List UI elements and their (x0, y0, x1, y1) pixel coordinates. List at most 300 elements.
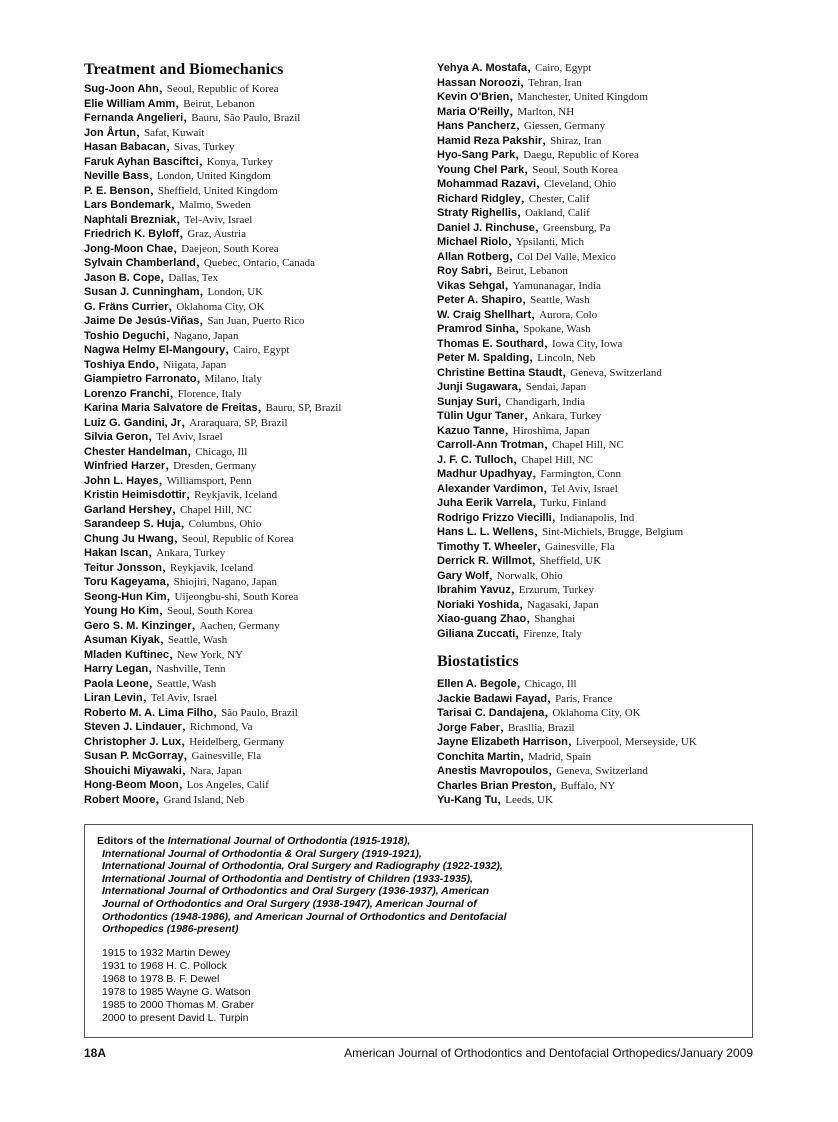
reviewer-entry: Hakan Iscan, Ankara, Turkey (84, 543, 226, 560)
reviewer-entry: Hans L. L. Wellens, Sint-Michiels, Brugge, Belgium (437, 522, 684, 539)
reviewer-entry: Toshio Deguchi, Nagano, Japan (84, 325, 239, 343)
reviewer-name: Mohammad Razavi (437, 178, 537, 190)
reviewer-location: Madrid, Spain (528, 750, 592, 763)
reviewer-location: Florence, Italy (177, 387, 242, 400)
reviewer-location: Chester, Calif (528, 192, 590, 205)
reviewer-entry: Kristin Heimisdottir, Reykjavik, Iceland (84, 485, 278, 502)
reviewer-location: Milano, Italy (204, 373, 262, 385)
reviewer-location: Nashville, Tenn (156, 663, 226, 675)
reviewer-location: Chapel Hill, NC (521, 453, 594, 466)
reviewer-location: Los Angeles, Calif (186, 779, 269, 791)
reviewer-entry: Lars Bondemark, Malmo, Sweden (84, 195, 251, 212)
reviewer-location: Seoul, South Korea (532, 163, 619, 176)
journal-footer: American Journal of Orthodontics and Dentofacial Orthopedics/January 2009 (344, 1046, 753, 1060)
reviewer-location: Uijeongbu-shi, South Korea (174, 590, 299, 603)
reviewer-location: Seattle, Wash (530, 294, 590, 306)
reviewer-name: Ibrahim Yavuz (437, 584, 511, 596)
reviewer-name: J. F. C. Tulloch (437, 453, 514, 466)
reviewer-name: Robert Moore (84, 793, 156, 806)
reviewer-location: Beirut, Lebanon (496, 265, 568, 277)
reviewer-name: Kazuo Tanne (437, 424, 505, 437)
reviewer-entry: Roy Sabri, Beirut, Lebanon (437, 261, 568, 278)
reviewer-entry: Daniel J. Rinchuse, Greensburg, Pa (437, 217, 611, 235)
editors-journal-title-line: Journal of Orthodontics and Oral Surgery (1938-1947), American Journal of (102, 897, 477, 910)
reviewer-name: Hans L. L. Wellens (437, 526, 534, 538)
reviewer-entry: Garland Hershey, Chapel Hill, NC (84, 499, 252, 517)
reviewer-entry: Hans Pancherz, Giessen, Germany (437, 116, 606, 133)
reviewer-entry: Juha Eerik Varrela, Turku, Finland (437, 493, 607, 510)
reviewer-location: Shiraz, Iran (550, 134, 602, 147)
reviewer-entry: Alexander Vardimon, Tel Aviv, Israel (437, 478, 618, 496)
reviewer-location: Brasllia, Brazil (507, 721, 575, 734)
editor-entry: 1978 to 1985 Wayne G. Watson (102, 985, 251, 998)
reviewer-name: Alexander Vardimon (437, 482, 544, 495)
reviewer-name: Daniel J. Rinchuse (437, 221, 535, 234)
reviewer-entry: Pramrod Sinha, Spokane, Wash (437, 319, 591, 336)
reviewer-entry: Maria O'Reilly, Marlton, NH (437, 101, 575, 119)
reviewer-entry: Young Ho Kim, Seoul, South Korea (84, 601, 253, 618)
editors-lead: Editors of the (97, 835, 168, 847)
reviewer-entry: Richard Ridgley, Chester, Calif (437, 188, 590, 206)
reviewer-name: Thomas E. Southard (437, 337, 544, 350)
reviewer-location: Chapel Hill, NC (551, 439, 624, 451)
editors-heading (97, 835, 738, 936)
reviewer-entry: Yu-Kang Tu, Leeds, UK (437, 790, 553, 807)
reviewer-location: Sivas, Turkey (173, 141, 235, 153)
reviewer-name: Junji Sugawara (437, 381, 518, 393)
reviewer-name: Tülin Ugur Taner (437, 410, 525, 422)
editors-journal-titles (97, 848, 738, 936)
reviewer-entry: Chung Ju Hwang, Seoul, Republic of Korea (84, 528, 294, 546)
reviewer-name: Richard Ridgley (437, 192, 521, 205)
reviewer-location: Chicago, Ill (195, 445, 248, 458)
reviewer-entry: Hassan Noroozi, Tehran, Iran (437, 72, 582, 90)
reviewer-list-treatment-continued (437, 60, 767, 640)
editors-journal-title-line: International Journal of Orthodontics and Oral Surgery (1936-1937), American (102, 885, 490, 898)
reviewer-entry: Straty Righellis, Oakland, Calif (437, 203, 590, 220)
reviewer-name: Straty Righellis (437, 207, 518, 219)
reviewer-location: Heidelberg, Germany (189, 735, 285, 748)
reviewer-name: Hyo-Sang Park (437, 149, 516, 161)
reviewer-location: Nagano, Japan (173, 329, 239, 342)
left-column (84, 60, 414, 806)
reviewer-location: Bauru, São Paulo, Brazil (191, 112, 301, 124)
reviewer-name: Elie William Amm (84, 97, 176, 110)
reviewer-name: Hans Pancherz (437, 120, 516, 132)
reviewer-location: Bauru, SP, Brazil (265, 402, 342, 414)
reviewer-location: Erzurum, Turkey (518, 584, 594, 596)
reviewer-name: Karina Maria Salvatore de Freitas (84, 402, 258, 414)
reviewer-entry: Mohammad Razavi, Cleveland, Ohio (437, 174, 617, 191)
reviewer-name: Toru Kageyama (84, 576, 166, 588)
reviewer-entry: Tülin Ugur Taner, Ankara, Turkey (437, 406, 602, 423)
reviewer-location: Daejeon, South Korea (181, 242, 279, 255)
reviewer-name: Noriaki Yoshida (437, 598, 520, 611)
reviewer-location: Graz, Austria (187, 228, 246, 240)
reviewer-location: Tel Aviv, Israel (150, 692, 218, 704)
right-column (437, 60, 767, 807)
reviewer-name: Teitur Jonsson (84, 561, 163, 574)
reviewer-location: London, UK (207, 286, 264, 298)
reviewer-name: Friedrich K. Byloff (84, 228, 180, 240)
reviewer-location: Lincoln, Neb (537, 352, 596, 364)
reviewer-entry: Young Chel Park, Seoul, South Korea (437, 159, 619, 177)
reviewer-location: Niigata, Japan (163, 358, 227, 371)
reviewer-entry: Kevin O'Brien, Manchester, United Kingdom (437, 87, 648, 104)
reviewer-location: Reykjavik, Iceland (170, 561, 254, 574)
reviewer-name: Rodrigo Frizzo Viecilli (437, 511, 552, 524)
reviewer-name: Nagwa Helmy El-Mangoury (84, 344, 226, 356)
reviewer-name: Susan J. Cunningham (84, 286, 200, 298)
reviewer-name: Winfried Harzer (84, 460, 166, 472)
reviewer-location: Giessen, Germany (523, 120, 606, 132)
reviewer-location: Manchester, United Kingdom (517, 91, 648, 103)
reviewer-entry: Hamid Reza Pakshir, Shiraz, Iran (437, 130, 602, 148)
reviewer-name: Hamid Reza Pakshir (437, 134, 543, 147)
reviewer-name: Peter A. Shapiro (437, 294, 523, 306)
reviewer-entry: Sarandeep S. Huja, Columbus, Ohio (84, 514, 262, 531)
reviewer-location: Spokane, Wash (523, 323, 591, 335)
reviewer-name: Vikas Sehgal (437, 279, 505, 292)
reviewer-entry: Peter M. Spalding, Lincoln, Neb (437, 348, 596, 365)
reviewer-location: Safat, Kuwait (143, 126, 205, 139)
reviewer-entry: Hyo-Sang Park, Daegu, Republic of Korea (437, 145, 639, 162)
reviewer-location: Chicago, Ill (524, 678, 577, 690)
reviewer-name: Fernanda Angelieri (84, 112, 184, 124)
reviewer-name: Hong-Beom Moon (84, 779, 179, 791)
reviewer-name: Gary Wolf (437, 569, 489, 582)
reviewer-entry: Robert Moore, Grand Island, Neb (84, 789, 245, 807)
reviewer-name: Tarisai C. Dandajena (437, 707, 545, 719)
reviewer-location: Grand Island, Neb (163, 793, 245, 806)
editor-entry: 1915 to 1932 Martin Dewey (102, 946, 231, 959)
reviewer-name: Lorenzo Franchi (84, 387, 170, 400)
reviewer-location: Richmond, Va (189, 721, 253, 733)
reviewer-entry: Karina Maria Salvatore de Freitas, Bauru, SP, Brazil (84, 398, 342, 415)
reviewer-name: Luiz G. Gandini, Jr (84, 416, 182, 429)
reviewer-location: Oakland, Calif (525, 207, 590, 219)
reviewer-name: Juha Eerik Varrela (437, 497, 533, 509)
reviewer-location: Ankara, Turkey (532, 410, 602, 422)
reviewer-name: Christopher J. Lux (84, 735, 182, 748)
reviewer-name: Pramrod Sinha (437, 323, 516, 335)
reviewer-name: Anestis Mavropoulos (437, 765, 549, 777)
reviewer-location: Greensburg, Pa (542, 221, 611, 234)
reviewer-location: Gainesville, Fla (545, 540, 615, 553)
reviewer-name: Susan P. McGorray (84, 750, 184, 762)
reviewer-location: Malmo, Sweden (178, 199, 251, 211)
reviewer-entry: Anestis Mavropoulos, Geneva, Switzerland (437, 761, 648, 778)
reviewer-name: Giampietro Farronato (84, 373, 197, 385)
reviewer-entry: Michael Riolo, Ypsilanti, Mich (437, 232, 584, 249)
editors-first-title: International Journal of Orthodontia (1915-1918), (167, 835, 411, 847)
reviewer-location: Hiroshima, Japan (512, 424, 590, 437)
reviewer-name: Toshio Deguchi (84, 329, 166, 342)
reviewer-name: Conchita Martin (437, 750, 521, 763)
section-title-treatment: Treatment and Biomechanics (84, 61, 284, 78)
reviewer-location: Tel Aviv, Israel (551, 482, 618, 495)
reviewer-name: Carroll-Ann Trotman (437, 439, 544, 451)
reviewer-location: Gainesville, Fla (191, 750, 262, 762)
reviewer-location: Konya, Turkey (206, 155, 273, 168)
reviewer-name: Jayne Elizabeth Harrison (437, 736, 568, 748)
reviewer-name: Liran Levin (84, 692, 143, 704)
reviewer-location: Sint-Michiels, Brugge, Belgium (542, 526, 684, 538)
reviewer-entry: Toru Kageyama, Shiojiri, Nagano, Japan (84, 572, 277, 589)
reviewer-location: Aachen, Germany (199, 619, 280, 632)
reviewer-entry: Faruk Ayhan Basciftci, Konya, Turkey (84, 151, 273, 169)
reviewer-location: Williamsport, Penn (166, 474, 252, 487)
reviewer-location: Sheffield, UK (539, 555, 602, 567)
reviewer-entry: Teitur Jonsson, Reykjavik, Iceland (84, 557, 254, 575)
reviewer-entry: Gero S. M. Kinzinger, Aachen, Germany (84, 615, 280, 633)
reviewer-location: Turku, Finland (540, 497, 607, 509)
reviewer-entry: Ellen A. Begole, Chicago, Ill (437, 674, 577, 691)
reviewer-entry: Jong-Moon Chae, Daejeon, South Korea (84, 238, 279, 256)
reviewer-location: Liverpool, Merseyside, UK (575, 736, 697, 748)
reviewer-entry: Madhur Upadhyay, Farmington, Conn (437, 464, 622, 481)
reviewer-location: Sheffield, United Kingdom (157, 184, 278, 197)
reviewer-entry: Giliana Zuccati, Firenze, Italy (437, 623, 582, 641)
reviewer-location: Shanghai (534, 613, 576, 625)
reviewer-name: Asuman Kiyak (84, 634, 160, 646)
reviewer-location: Sendai, Japan (525, 381, 587, 393)
reviewer-location: Columbus, Ohio (188, 518, 262, 530)
section-title-biostatistics: Biostatistics (437, 653, 519, 670)
reviewer-entry: Steven J. Lindauer, Richmond, Va (84, 717, 253, 734)
reviewer-entry: Winfried Harzer, Dresden, Germany (84, 456, 257, 473)
reviewer-name: Jackie Badawi Fayad (437, 692, 548, 705)
reviewer-name: Paola Leone (84, 677, 149, 690)
reviewer-name: Roy Sabri (437, 265, 489, 277)
reviewer-name: W. Craig Shellhart (437, 308, 532, 321)
reviewer-name: Jason B. Cope (84, 271, 161, 284)
reviewer-location: Cairo, Egypt (233, 344, 290, 356)
reviewer-location: Seattle, Wash (156, 677, 217, 690)
reviewer-location: Geneva, Switzerland (570, 366, 662, 379)
reviewer-location: Tel Aviv, Israel (156, 431, 223, 443)
reviewer-name: Sunjay Suri (437, 395, 498, 408)
reviewer-name: Jaime De Jesús-Viñas (84, 315, 200, 327)
editor-entry: 2000 to present David L. Turpin (102, 1011, 249, 1024)
reviewer-name: Lars Bondemark (84, 199, 171, 211)
reviewer-location: Daegu, Republic of Korea (523, 149, 639, 161)
reviewer-entry: John L. Hayes, Williamsport, Penn (84, 470, 252, 488)
reviewer-name: Hakan Iscan (84, 547, 149, 559)
reviewer-name: Madhur Upadhyay (437, 468, 533, 480)
reviewer-entry: Noriaki Yoshida, Nagasaki, Japan (437, 594, 599, 612)
reviewer-entry: Sunjay Suri, Chandigarh, India (437, 391, 585, 409)
editor-entry: 1931 to 1968 H. C. Pollock (102, 959, 227, 972)
reviewer-location: Seoul, South Korea (166, 605, 253, 617)
reviewer-entry: Silvia Geron, Tel Aviv, Israel (84, 427, 223, 444)
page-footer (84, 1046, 753, 1062)
reviewer-location: Dallas, Tex (168, 271, 219, 284)
editor-entry: 1985 to 2000 Thomas M. Graber (102, 998, 255, 1011)
reviewer-name: Neville Bass (84, 170, 149, 182)
reviewer-location: San Juan, Puerto Rico (207, 315, 305, 327)
reviewer-name: Sylvain Chamberland (84, 257, 196, 269)
reviewer-location: Nara, Japan (189, 764, 242, 777)
reviewer-entry: Harry Legan, Nashville, Tenn (84, 659, 226, 676)
reviewer-entry: Asuman Kiyak, Seattle, Wash (84, 630, 228, 647)
reviewer-entry: Giampietro Farronato, Milano, Italy (84, 369, 262, 386)
reviewer-location: Shiojiri, Nagano, Japan (173, 576, 277, 588)
reviewer-entry: Jason B. Cope, Dallas, Tex (84, 267, 219, 285)
reviewer-name: Kevin O'Brien (437, 91, 510, 103)
reviewer-entry: Neville Bass, London, United Kingdom (84, 166, 271, 183)
reviewer-entry: G. Fräns Currier, Oklahoma City, OK (84, 296, 265, 314)
reviewer-name: Harry Legan (84, 663, 149, 675)
reviewer-name: Ellen A. Begole (437, 678, 517, 690)
editors-journal-title-line: International Journal of Orthodontia & Oral Surgery (1919-1921), (102, 847, 422, 860)
reviewer-name: Seong-Hun Kim (84, 590, 167, 603)
reviewer-location: Cairo, Egypt (535, 62, 592, 74)
reviewer-name: Giliana Zuccati (437, 627, 516, 640)
reviewer-entry: Chester Handelman, Chicago, Ill (84, 441, 248, 459)
reviewer-entry: Jon Årtun, Safat, Kuwait (84, 122, 205, 140)
reviewer-name: Jon Årtun (84, 126, 136, 139)
reviewer-location: Col Del Valle, Mexico (517, 250, 616, 263)
reviewer-location: Ypsilanti, Mich (515, 236, 584, 248)
reviewer-name: Gero S. M. Kinzinger (84, 619, 192, 632)
reviewer-entry: Susan P. McGorray, Gainesville, Fla (84, 746, 262, 763)
editor-entry: 1968 to 1978 B. F. Dewel (102, 972, 220, 985)
reviewer-name: Christine Bettina Staudt (437, 366, 563, 379)
reviewer-entry: Elie William Amm, Beirut, Lebanon (84, 93, 255, 111)
reviewer-entry: Roberto M. A. Lima Filho, São Paulo, Brazil (84, 702, 298, 720)
reviewer-entry: Vikas Sehgal, Yamunanagar, India (437, 275, 601, 293)
reviewer-entry: Hasan Babacan, Sivas, Turkey (84, 137, 235, 154)
reviewer-entry: Jayne Elizabeth Harrison, Liverpool, Merseyside, UK (437, 732, 697, 749)
reviewer-entry: Tarisai C. Dandajena, Oklahoma City, OK (437, 703, 641, 720)
reviewer-entry: Sylvain Chamberland, Quebec, Ontario, Canada (84, 253, 316, 270)
reviewer-location: Seoul, Republic of Korea (181, 532, 294, 545)
reviewer-entry: Luiz G. Gandini, Jr, Araraquara, SP, Brazil (84, 412, 288, 430)
reviewer-entry: Kazuo Tanne, Hiroshima, Japan (437, 420, 590, 438)
reviewer-name: Faruk Ayhan Basciftci (84, 155, 199, 168)
editors-journal-title-line: Orthopedics (1986-present) (102, 923, 239, 936)
editors-journal-title-line: International Journal of Orthodontia and Dentistry of Children (1933-1935), (102, 872, 474, 885)
reviewer-entry: Liran Levin, Tel Aviv, Israel (84, 688, 218, 705)
reviewer-entry: Timothy T. Wheeler, Gainesville, Fla (437, 536, 615, 554)
reviewer-entry: Sug-Joon Ahn, Seoul, Republic of Korea (84, 79, 279, 96)
reviewer-location: Chapel Hill, NC (180, 503, 252, 516)
reviewer-list-treatment (84, 81, 414, 806)
reviewer-entry: Jorge Faber, Brasllia, Brazil (437, 717, 575, 735)
reviewer-entry: Gary Wolf, Norwalk, Ohio (437, 565, 563, 583)
reviewer-location: Ankara, Turkey (156, 547, 226, 559)
reviewer-entry: Toshiya Endo, Niigata, Japan (84, 354, 227, 372)
reviewer-entry: Jackie Badawi Fayad, Paris, France (437, 688, 613, 706)
reviewer-entry: J. F. C. Tulloch, Chapel Hill, NC (437, 449, 594, 467)
reviewer-entry: Xiao-guang Zhao, Shanghai (437, 609, 576, 626)
reviewer-entry: Jaime De Jesús-Viñas, San Juan, Puerto Rico (84, 311, 305, 328)
reviewer-location: Seattle, Wash (167, 634, 228, 646)
reviewer-location: Norwalk, Ohio (496, 569, 563, 582)
reviewer-name: Garland Hershey (84, 503, 173, 516)
page-number: 18A (84, 1046, 107, 1060)
reviewer-location: Oklahoma City, OK (176, 300, 265, 313)
reviewer-name: Timothy T. Wheeler (437, 540, 538, 553)
reviewer-name: Young Ho Kim (84, 605, 159, 617)
reviewer-location: Aurora, Colo (539, 308, 598, 321)
reviewer-entry: Susan J. Cunningham, London, UK (84, 282, 264, 299)
reviewer-name: Silvia Geron (84, 431, 149, 443)
reviewer-entry: P. E. Benson, Sheffield, United Kingdom (84, 180, 278, 198)
reviewer-name: Jorge Faber (437, 721, 500, 734)
reviewer-name: Mladen Kuftinec (84, 648, 169, 661)
reviewer-name: Xiao-guang Zhao (437, 613, 527, 625)
reviewer-name: Hasan Babacan (84, 141, 166, 153)
reviewer-location: Chandigarh, India (505, 395, 585, 408)
reviewer-entry: Rodrigo Frizzo Viecilli, Indianapolis, Ind (437, 507, 635, 525)
reviewer-name: Steven J. Lindauer (84, 721, 182, 733)
reviewer-name: Young Chel Park (437, 163, 525, 176)
reviewer-location: Tel-Aviv, Israel (184, 213, 253, 226)
reviewer-location: Farmington, Conn (540, 468, 622, 480)
reviewer-entry: Shouichi Miyawaki, Nara, Japan (84, 760, 242, 778)
reviewer-entry: Ibrahim Yavuz, Erzurum, Turkey (437, 580, 594, 597)
reviewer-name: G. Fräns Currier (84, 300, 169, 313)
reviewer-entry: Carroll-Ann Trotman, Chapel Hill, NC (437, 435, 624, 452)
reviewer-name: Maria O'Reilly (437, 105, 510, 118)
reviewer-entry: Fernanda Angelieri, Bauru, São Paulo, Brazil (84, 108, 301, 125)
reviewer-entry: Mladen Kuftinec, New York, NY (84, 644, 243, 662)
reviewer-name: Naphtali Brezniak (84, 213, 177, 226)
reviewer-location: Firenze, Italy (523, 627, 582, 640)
reviewer-name: Roberto M. A. Lima Filho (84, 706, 214, 719)
reviewer-location: Seoul, Republic of Korea (166, 83, 279, 95)
reviewer-name: Peter M. Spalding (437, 352, 530, 364)
reviewer-location: Araraquara, SP, Brazil (189, 416, 288, 429)
reviewer-entry: Derrick R. Willmot, Sheffield, UK (437, 551, 602, 568)
editors-journal-title-line: International Journal of Orthodontia, Oral Surgery and Radiography (1922-1932), (102, 860, 503, 873)
reviewer-location: Cleveland, Ohio (544, 178, 617, 190)
reviewer-location: São Paulo, Brazil (221, 706, 298, 719)
reviewer-location: Leeds, UK (505, 794, 553, 806)
reviewer-entry: Nagwa Helmy El-Mangoury, Cairo, Egypt (84, 340, 290, 357)
reviewer-name: Michael Riolo (437, 236, 508, 248)
reviewer-list-biostatistics (437, 676, 767, 807)
reviewer-entry: Thomas E. Southard, Iowa City, Iowa (437, 333, 623, 351)
reviewer-entry: Friedrich K. Byloff, Graz, Austria (84, 224, 246, 241)
reviewer-entry: W. Craig Shellhart, Aurora, Colo (437, 304, 598, 322)
reviewer-entry: Peter A. Shapiro, Seattle, Wash (437, 290, 590, 307)
reviewer-entry: Charles Brian Preston, Buffalo, NY (437, 775, 616, 793)
reviewer-entry: Allan Rotberg, Col Del Valle, Mexico (437, 246, 616, 264)
reviewer-location: Marlton, NH (517, 105, 575, 118)
reviewer-location: Yamunanagar, India (512, 279, 601, 292)
reviewer-entry: Christine Bettina Staudt, Geneva, Switzerland (437, 362, 662, 380)
reviewer-entry: Hong-Beom Moon, Los Angeles, Calif (84, 775, 269, 792)
reviewer-name: Yehya A. Mostafa (437, 62, 528, 74)
reviewer-entry: Paola Leone, Seattle, Wash (84, 673, 217, 691)
editors-journal-title-line: Orthodontics (1948-1986), and American Journal of Orthodontics and Dentofacial (102, 910, 507, 923)
reviewer-location: Oklahoma City, OK (552, 707, 641, 719)
reviewer-name: Toshiya Endo (84, 358, 156, 371)
reviewer-name: Chester Handelman (84, 445, 188, 458)
reviewer-entry: Christopher J. Lux, Heidelberg, Germany (84, 731, 285, 749)
reviewer-name: Hassan Noroozi (437, 76, 521, 89)
reviewer-name: P. E. Benson (84, 184, 150, 197)
reviewer-location: Indianapolis, Ind (559, 511, 635, 524)
editors-list (97, 947, 738, 1025)
reviewer-location: New York, NY (176, 648, 243, 661)
reviewer-location: Quebec, Ontario, Canada (203, 257, 316, 269)
reviewer-name: Sarandeep S. Huja (84, 518, 181, 530)
reviewer-location: Reykjavik, Iceland (194, 489, 278, 501)
